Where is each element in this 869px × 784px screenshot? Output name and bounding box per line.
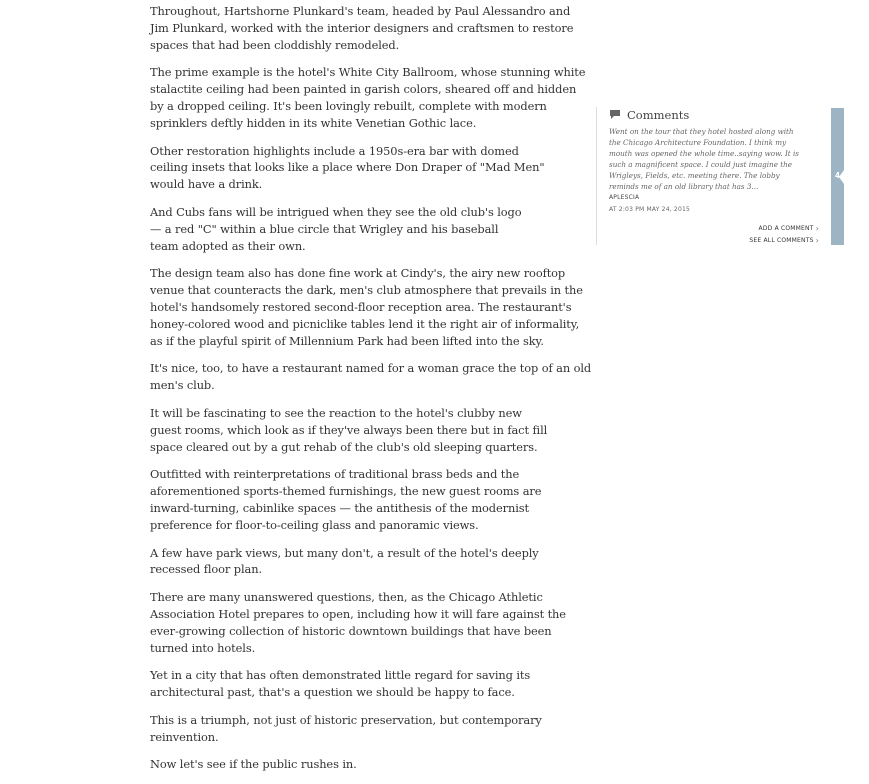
article-paragraph: And Cubs fans will be intrigued when they see the old club's logo — a red "C" within a blue circle that Wrigley and his baseball team adopted as their own. [150, 204, 522, 253]
article-paragraph: Outfitted with reinterpretations of traditional brass beds and the aforementioned sports-themed furnishings, the new guest rooms are inward-turning, cabinlike spaces — the antithesis of the modernist preference for floor-to-ceiling glass and panoramic views. [150, 467, 542, 532]
article-paragraph: Throughout, Hartshorne Plunkard's team, headed by Paul Alessandro and Jim Plunkard, worked with the interior designers and craftsmen to restore spaces that had been cloddishly remodeled. [150, 4, 574, 52]
comments-heading-label: Comments [627, 108, 690, 122]
comment-timestamp: AT 2:03 PM MAY 24, 2015 [609, 206, 691, 213]
article-paragraph: Now let's see if the public rushes in. [150, 757, 357, 772]
article-paragraph: It will be fascinating to see the reaction to the hotel's clubby new guest rooms, which look as if they've always been there but in fact fill space cleared out by a gut rehab of the club's old sleeping quarters. [150, 405, 548, 454]
add-comment-link[interactable] [759, 225, 819, 232]
speech-bubble-icon [609, 109, 623, 121]
chevron-right-icon: › [815, 235, 819, 245]
comment-count: 4 [834, 171, 841, 180]
comments-heading[interactable] [609, 108, 689, 122]
see-all-comments-label: SEE ALL COMMENTS [749, 237, 814, 244]
add-comment-label: ADD A COMMENT [758, 225, 814, 232]
article-paragraph: It's nice, too, to have a restaurant named for a woman grace the top of an old men's club. [150, 361, 592, 393]
article-paragraph: Other restoration highlights include a 1950s-era bar with domed ceiling insets that looks like a place where Don Draper of "Mad Men" would have a drink. [150, 143, 545, 192]
comments-widget [596, 107, 823, 245]
article-paragraph: This is a triumph, not just of historic preservation, but contemporary reinvention. [150, 712, 542, 744]
article-paragraph: The design team also has done fine work at Cindy's, the airy new rooftop venue that counteracts the dark, men's club atmosphere that prevails in the hotel's handsomely restored second-floor reception area. The restaurant's honey-colored wood and picniclike tables lend it the right air of informality, as if the playful spirit of Millennium Park had been lifted into the sky. [150, 266, 583, 348]
comment-excerpt[interactable]: Went on the tour that they hotel hosted along with the Chicago Architecture Foundation. I think my mouth was opened the whole time..saying wow. It is such a magnificent space. I could just imagine the Wrigleys, Fields, etc. meeting there. The lobby reminds me of an old library that has 3... [609, 127, 799, 191]
article-body [150, 3, 595, 784]
article-paragraph: Yet in a city that has often demonstrated little regard for saving its architectural past, that's a question we should be happy to face. [150, 668, 531, 700]
chevron-right-icon: › [815, 223, 819, 233]
article-paragraph: The prime example is the hotel's White City Ballroom, whose stunning white stalactite ceiling had been painted in garish colors, sheared off and hidden by a dropped ceiling. It's been lovingly rebuilt, complete with modern sprinklers deftly hidden in its white Venetian Gothic lace. [150, 65, 586, 130]
comment-count-tab[interactable] [831, 108, 844, 245]
see-all-comments-link[interactable] [749, 237, 819, 244]
comment-author[interactable]: APLESCIA [609, 194, 640, 201]
article-paragraph: A few have park views, but many don't, a result of the hotel's deeply recessed floor plan. [150, 545, 539, 577]
article-paragraph: There are many unanswered questions, then, as the Chicago Athletic Association Hotel prepares to open, including how it will fare against the ever-growing collection of historic downtown buildings that have been turned into hotels. [150, 590, 566, 655]
